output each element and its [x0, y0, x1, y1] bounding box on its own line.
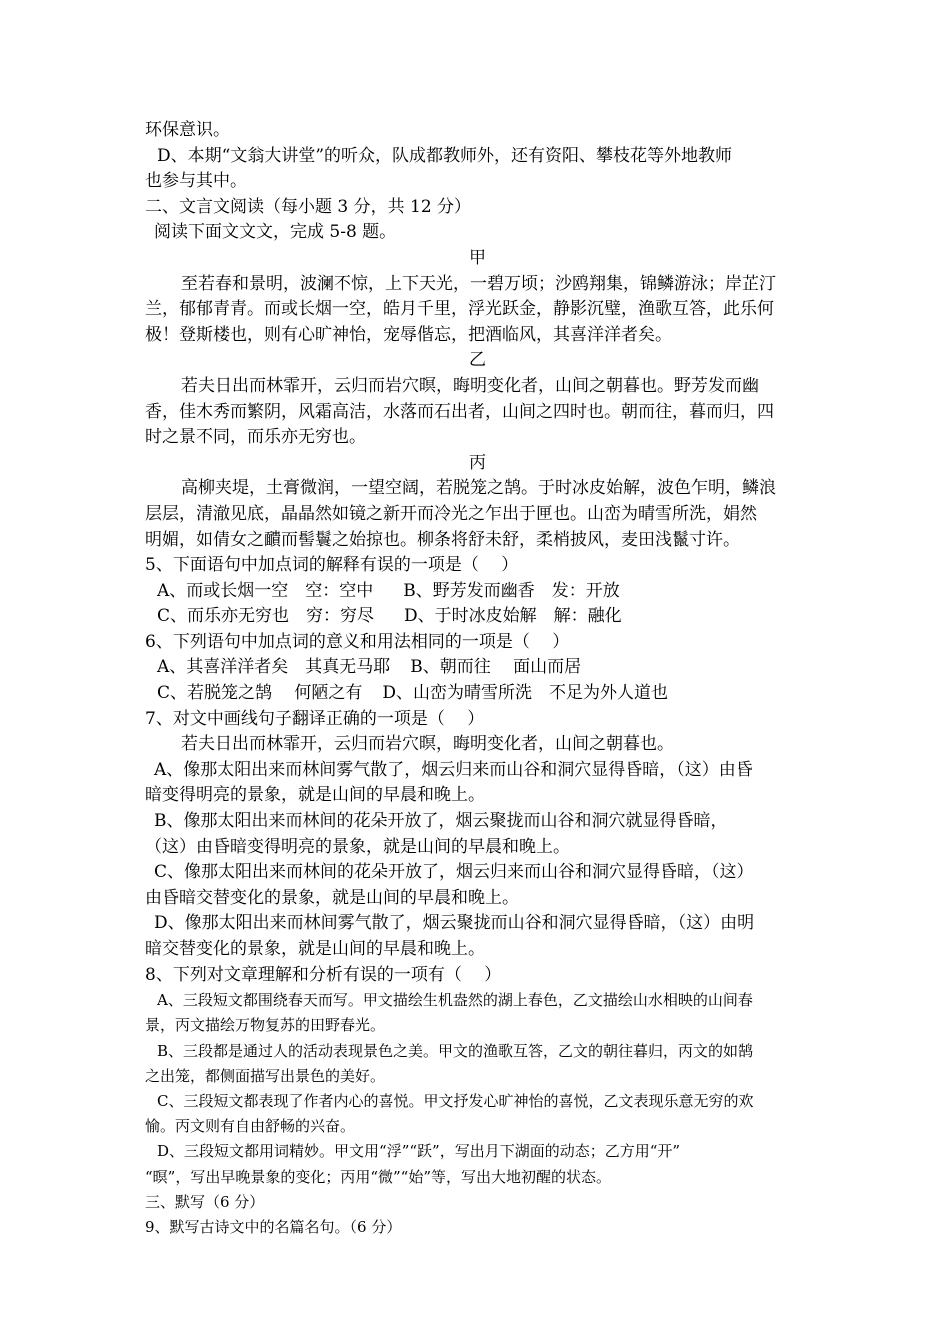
q5-option-a: A、而或长烟一空 空：空中: [157, 580, 374, 601]
question-7-stem: 7、对文中画线句子翻译正确的一项是（ ）: [145, 708, 485, 729]
question-5-options-ab: [145, 579, 810, 605]
q8-option-d-line1: D、三段短文都用词精妙。甲文用“浮”“跃”，写出月下湖面的动态；乙方用“开”: [157, 1142, 681, 1161]
question-5-stem: 5、下面语句中加点词的解释有误的一项是（ ）: [145, 555, 519, 576]
q5-option-b: B、野芳发而幽香 发：开放: [403, 580, 620, 601]
passage-bing-line: 明媚，如倩女之靧而髻鬟之始掠也。柳条将舒未舒，柔梢披风，麦田浅鬣寸许。: [145, 529, 740, 550]
section2-heading: 二、文言文阅读（每小题 3 分，共 12 分）: [145, 196, 472, 217]
passage-yi-title: 乙: [469, 350, 486, 371]
document-page: [145, 118, 810, 1240]
passage-yi-line: 时之景不同，而乐亦无穷也。: [145, 427, 366, 448]
section3-heading: 三、默写（6 分）: [145, 1192, 265, 1211]
option-d-line1: D、本期“文翁大讲堂”的听众，队成都教师外，还有资阳、攀枝花等外地教师: [157, 145, 733, 166]
q7-option-b-line2: （这）由昏暗变得明亮的景象，就是山间的早晨和晚上。: [145, 836, 570, 857]
question-5-options-cd: [145, 604, 810, 630]
q8-option-a-line1: A、三段短文都围绕春天而写。甲文描绘生机盎然的湖上春色，乙文描绘山水相映的山间春: [157, 991, 753, 1010]
q7-option-a-line2: 暗变得明亮的景象，就是山间的早晨和晚上。: [145, 785, 485, 806]
q6-option-b: B、朝而往 面山而居: [410, 657, 582, 678]
passage-jia-line: 至若春和景明，波澜不惊，上下天光，一碧万顷；沙鸥翔集，锦鳞游泳；岸芷汀: [181, 273, 776, 294]
q5-option-d: D、于时冰皮始解 解：融化: [404, 606, 622, 627]
q8-option-b-line2: 之出笼，都侧面描写出景色的美好。: [145, 1066, 386, 1085]
q5-option-c: C、而乐亦无穷也 穷：穷尽: [157, 606, 375, 627]
question-6-stem: 6、下列语句中加点词的意义和用法相同的一项是（ ）: [145, 631, 570, 652]
q7-option-c-line2: 由昏暗交替变化的景象，就是山间的早晨和晚上。: [145, 887, 519, 908]
question-7-quote: 若夫日出而林霏开，云归而岩穴暝，晦明变化者，山间之朝暮也。: [181, 734, 674, 755]
q8-option-d-line2: “暝”，写出早晚景象的变化；丙用“微”“始”等，写出大地初醒的状态。: [145, 1167, 612, 1186]
option-d-line2: 也参与其中。: [145, 171, 247, 192]
q7-option-d-line1: D、像那太阳出来而林间雾气散了，烟云聚拢而山谷和洞穴显得昏暗，（这）由明: [154, 913, 755, 934]
q7-option-a-line1: A、像那太阳出来而林间雾气散了，烟云归来而山谷和洞穴显得昏暗，（这）由昏: [154, 759, 753, 780]
passage-bing-line: 高柳夹堤，土膏微润，一望空阔，若脱笼之鹄。于时冰皮始解，波色乍明，鳞浪: [181, 478, 776, 499]
passage-yi-line: 若夫日出而林霏开，云归而岩穴暝，晦明变化者，山间之朝暮也。野芳发而幽: [181, 375, 759, 396]
passage-jia-line: 极！登斯楼也，则有心旷神怡，宠辱偕忘，把酒临风，其喜洋洋者矣。: [145, 324, 672, 345]
q7-option-b-line1: B、像那太阳出来而林间的花朵开放了，烟云聚拢而山谷和洞穴就显得昏暗，: [154, 811, 728, 832]
q7-option-c-line1: C、像那太阳出来而林间的花朵开放了，烟云归来而山谷和洞穴显得昏暗，（这）: [154, 862, 754, 883]
q6-option-c: C、若脱笼之鹄 何陋之有: [157, 683, 363, 704]
passage-jia-line: 兰，郁郁青青。而或长烟一空，皓月千里，浮光跃金，静影沉璧，渔歌互答，此乐何: [145, 299, 774, 320]
intro-line: 环保意识。: [145, 120, 230, 140]
passage-yi-line: 香，佳木秀而繁阴，风霜高洁，水落而石出者，山间之四时也。朝而往，暮而归，四: [145, 401, 774, 422]
question-9-stem: 9、默写古诗文中的名篇名句。（6 分）: [145, 1218, 402, 1237]
q8-option-c-line2: 愉。丙文则有自由舒畅的兴奋。: [145, 1117, 356, 1136]
q8-option-c-line1: C、三段短文都表现了作者内心的喜悦。甲文抒发心旷神怡的喜悦，乙文表现乐意无穷的欢: [157, 1092, 754, 1110]
q7-option-d-line2: 暗交替变化的景象，就是山间的早晨和晚上。: [145, 939, 485, 959]
q6-option-a: A、其喜洋洋者矣 其真无马耶: [157, 657, 391, 678]
passage-jia-title: 甲: [469, 247, 486, 268]
q8-option-b-line1: B、三段都是通过人的活动表现景色之美。甲文的渔歌互答，乙文的朝往暮归，丙文的如鹄: [157, 1041, 754, 1060]
question-8-stem: 8、下列对文章理解和分析有误的一项有（ ）: [145, 964, 502, 985]
q8-option-a-line2: 景，丙文描绘万物复苏的田野春光。: [145, 1016, 386, 1035]
q6-option-d: D、山峦为晴雪所洗 不足为外人道也: [382, 683, 669, 704]
passage-bing-line: 层层，清澈见底，晶晶然如镜之新开而冷光之乍出于匣也。山峦为晴雪所洗，娟然: [145, 503, 757, 524]
passage-bing-title: 丙: [469, 452, 486, 473]
question-6-options-ab: [145, 655, 810, 681]
section2-instruction: 阅读下面文文文，完成 5-8 题。: [154, 222, 397, 243]
question-6-options-cd: [145, 681, 810, 707]
